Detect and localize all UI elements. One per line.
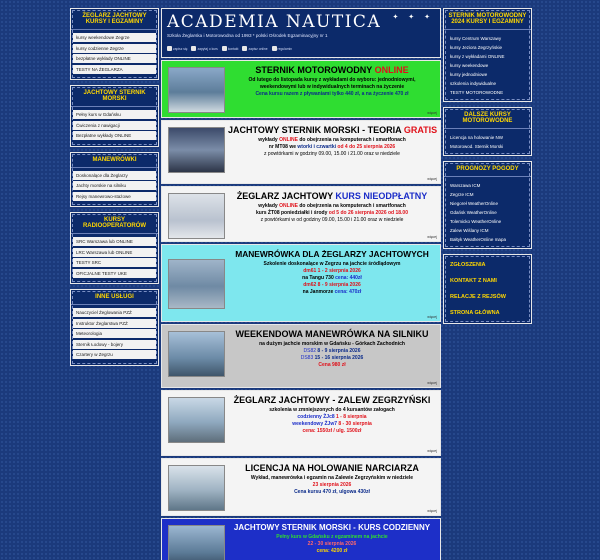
sidebar-item[interactable]: kursy weekendowe Zegrze bbox=[73, 33, 156, 42]
sidebar-item[interactable]: Gdańsk WeatherOnline bbox=[450, 210, 497, 215]
sidebar-item[interactable]: Meteorologia bbox=[73, 329, 156, 338]
panel-sternik-morski bbox=[70, 85, 159, 147]
sidebar-item[interactable]: Sternik Łodowy - bojery bbox=[73, 340, 156, 349]
ask-link[interactable]: zapytaj o kurs bbox=[191, 46, 217, 51]
sidebar-item[interactable]: Czartery w Zegrzu bbox=[73, 350, 156, 359]
sidebar-item[interactable]: Niegoreł WeatherOnline bbox=[450, 201, 498, 206]
link-relacje[interactable]: RELACJE Z REJSÓW bbox=[450, 294, 506, 300]
sidebar-item[interactable]: TESTY MOTOROWODNE bbox=[450, 90, 504, 95]
course-title: MANEWRÓWKA DLA ŻEGLARZY JACHTOWYCH bbox=[235, 249, 429, 259]
more-link[interactable]: więcej bbox=[427, 235, 437, 239]
panel-sternik-motorowodny bbox=[443, 8, 532, 102]
course-title: STERNIK MOTOROWODNY ONLINE bbox=[255, 65, 409, 75]
course-title: ŻEGLARZ JACHTOWY KURS NIEODPŁATNY bbox=[236, 191, 428, 201]
more-link[interactable]: więcej bbox=[427, 449, 437, 453]
right-sidebar bbox=[443, 8, 532, 329]
site-header bbox=[161, 8, 441, 58]
sidebar-item[interactable]: bezpłatne wykłady ONLINE bbox=[73, 54, 156, 63]
main-content bbox=[161, 8, 441, 560]
course-title: JACHTOWY STERNIK MORSKI - KURS CODZIENNY bbox=[233, 523, 431, 532]
panel-inne-uslugi bbox=[70, 289, 159, 366]
course-card-zeglarz-nieodplatny[interactable]: ŻEGLARZ JACHTOWY KURS NIEODPŁATNY wykłady ONLINE do obejrzenia na komputerach i smartfonach kurs ŻT08 poniedziałki i środy od 5 do 26 sierpnia 2026 od 18.00 z powtórkami w od godziny 09.00, 15.00 i 21.00 oraz w niedziele więcej bbox=[161, 186, 441, 242]
course-title: WEEKENDOWA MANEWRÓWKA NA SILNIKU bbox=[235, 329, 429, 339]
site-subtitle: Szkoła Żeglarska i Motorowodna od 1993 * polski Ośrodek Egzaminacyjny nr 1 bbox=[167, 33, 328, 38]
panel-manewrowki bbox=[70, 152, 159, 208]
site-title[interactable]: ACADEMIA NAUTICA bbox=[167, 12, 382, 32]
sidebar-item[interactable]: TESTY SRC bbox=[73, 258, 156, 267]
phone-icon bbox=[222, 46, 227, 51]
sidebar-item[interactable]: szkolenia indywidualne bbox=[450, 81, 497, 86]
panel-title: KURSY RADIOOPERATORÓW bbox=[71, 213, 158, 234]
header-icon-bar bbox=[167, 46, 292, 51]
course-photo bbox=[168, 331, 225, 377]
stars-decoration: ✦ ✦ ✦ bbox=[392, 14, 434, 21]
course-photo bbox=[168, 525, 225, 560]
document-icon bbox=[272, 46, 277, 51]
sidebar-item[interactable]: Motorowod. Sternik Morski bbox=[450, 144, 504, 149]
sidebar-item[interactable]: kursy Centrum Warszawy bbox=[450, 36, 502, 41]
course-card-manewrowka-zeglarzy[interactable]: MANEWRÓWKA DLA ŻEGLARZY JACHTOWYCH Szkolenie doskonalące w Zegrzu na jachcie śródlądowym dm61 1 - 2 sierpnia 2026 na Tangu 730 cena: 440zł dm62 8 - 9 sierpnia 2026 na Janmorze cena: 470zł więcej bbox=[161, 244, 441, 322]
envelope-icon bbox=[167, 46, 172, 51]
course-card-zeglarz-zalew[interactable]: ŻEGLARZ JACHTOWY - ZALEW ZEGRZYŃSKI szkolenia w zmniejszonych do 4 kursantów załogach codzienny ŻJc8 1 - 8 sierpnia weekendowy ŻJw7 8 - 30 sierpnia cena: 1550zł / ulg. 1500zł więcej bbox=[161, 390, 441, 456]
course-photo bbox=[168, 465, 225, 511]
signup-link[interactable]: zapisz się bbox=[167, 46, 187, 51]
sidebar-item[interactable]: Tolemicko WeatherOnline bbox=[450, 219, 502, 224]
sidebar-item[interactable]: kursy codzienne Zegrze bbox=[73, 44, 156, 53]
sidebar-item[interactable]: Warszawa ICM bbox=[450, 183, 481, 188]
sidebar-item[interactable]: kursy weekendowe bbox=[450, 63, 489, 68]
course-card-manewrowka-silnik[interactable]: WEEKENDOWA MANEWRÓWKA NA SILNIKU na dużym jachcie morskim w Gdańsku - Górkach Zachodnich DS82 8 - 9 sierpnia 2026 DS83 15 - 16 sierpnia 2026 Cena 980 zł więcej bbox=[161, 324, 441, 388]
link-zgloszenia[interactable]: ZGŁOSZENIA bbox=[450, 262, 486, 268]
more-link[interactable]: więcej bbox=[427, 381, 437, 385]
panel-radiooperatorzy bbox=[70, 212, 159, 284]
sidebar-item[interactable]: OFICJALNE TESTY UKE bbox=[73, 269, 156, 278]
course-photo bbox=[168, 67, 225, 113]
sidebar-item[interactable]: LRC Warszawa lub ONLINE bbox=[73, 248, 156, 257]
panel-prognozy-pogody bbox=[443, 161, 532, 249]
course-photo bbox=[168, 259, 225, 309]
course-card-sternik-codzienny[interactable]: JACHTOWY STERNIK MORSKI - KURS CODZIENNY Pełny kurs w Gdańsku z egzaminem na jachcie 22 - 30 sierpnia 2026 cena: 4200 zł bbox=[161, 518, 441, 560]
contact-link[interactable]: kontakt bbox=[222, 46, 239, 51]
panel-zeglarz bbox=[70, 8, 159, 80]
panel-title: STERNIK MOTOROWODNY 2024 KURSY I EGZAMINY bbox=[444, 9, 531, 30]
rules-link[interactable]: regulamin bbox=[272, 46, 292, 51]
course-photo bbox=[168, 193, 225, 239]
question-icon bbox=[191, 46, 196, 51]
panel-title: INNE USŁUGI bbox=[71, 290, 158, 305]
sidebar-item[interactable]: SRC Warszawa lub ONLINE bbox=[73, 237, 156, 246]
more-link[interactable]: więcej bbox=[427, 509, 437, 513]
sidebar-item[interactable]: Doskonalące dla Żeglarzy bbox=[73, 171, 156, 180]
course-card-sternik-morski-teoria[interactable]: JACHTOWY STERNIK MORSKI - TEORIA GRATIS wykłady ONLINE do obejrzenia na komputerach i smartfonach nr MT08 we wtorki i czwartki od 4 do 25 sierpnia 2026 z powtórkami w godziny 09.00, 15.00 i 21.00 oraz w niedziele więcej bbox=[161, 120, 441, 184]
more-link[interactable]: więcej bbox=[427, 111, 437, 115]
course-title: LICENCJA NA HOLOWANIE NARCIARZA bbox=[245, 463, 419, 473]
sidebar-item[interactable]: Instruktor Żeglarstwa PZŻ bbox=[73, 319, 156, 328]
sidebar-item[interactable]: Ćwiczenia z nawigacji bbox=[73, 121, 156, 130]
left-sidebar bbox=[70, 8, 159, 371]
panel-title: JACHTOWY STERNIK MORSKI bbox=[71, 86, 158, 107]
panel-dalsze-kursy bbox=[443, 107, 532, 156]
sidebar-item[interactable]: kursy z wykładami ONLINE bbox=[450, 54, 505, 59]
course-photo bbox=[168, 127, 225, 173]
course-title: ŻEGLARZ JACHTOWY - ZALEW ZEGRZYŃSKI bbox=[233, 395, 431, 405]
course-card-licencja-holowanie[interactable]: LICENCJA NA HOLOWANIE NARCIARZA Wykład, manewrówka i egzamin na Zalewie Zegrzyńskim w niedziele 23 sierpnia 2026 Cena kursu 470 zł, ulgowa 430zł więcej bbox=[161, 458, 441, 516]
link-strona-glowna[interactable]: STRONA GŁÓWNA bbox=[450, 310, 500, 316]
sidebar-item[interactable]: TESTY NA ŻEGLARZA bbox=[73, 65, 156, 74]
sidebar-item[interactable]: kursy Jeziora Zegrzyńskie bbox=[450, 45, 503, 50]
sidebar-item[interactable]: kursy jednodniowe bbox=[450, 72, 488, 77]
sidebar-item[interactable]: Bezpłatne wykłady ONLINE bbox=[73, 131, 156, 140]
online-link[interactable]: zapisz online bbox=[242, 46, 267, 51]
sidebar-item[interactable]: Zegrze ICM bbox=[450, 192, 474, 197]
sidebar-item[interactable]: Nauczyciel Żeglowania PZŻ bbox=[73, 308, 156, 317]
more-link[interactable]: więcej bbox=[427, 315, 437, 319]
sidebar-item[interactable]: Licencja na holowanie NW bbox=[450, 135, 504, 140]
sidebar-item[interactable]: Zalew Wiślany ICM bbox=[450, 228, 489, 233]
panel-title: MANEWRÓWKI bbox=[71, 153, 158, 168]
course-photo bbox=[168, 397, 225, 443]
link-kontakt[interactable]: KONTAKT Z NAMI bbox=[450, 278, 497, 284]
sidebar-item[interactable]: Pełny kurs w Gdańsku bbox=[73, 110, 156, 119]
panel-title: DALSZE KURSY MOTOROWODNE bbox=[444, 108, 531, 129]
sidebar-item[interactable]: Bałtyk WeatherOnline mapa bbox=[450, 237, 506, 242]
panel-links bbox=[443, 254, 532, 324]
sidebar-item[interactable]: Rejsy manewrowo-stażowe bbox=[73, 192, 156, 201]
computer-icon bbox=[242, 46, 247, 51]
course-card-sternik-motorowodny[interactable]: STERNIK MOTOROWODNY ONLINE Od lutego do listopada kursy z wykładami do wyboru: jednodniowymi, weekendowymi lub w indywidualnych terminach na życzenie Cena kursu razem z pływaniami tylko 440 zł, a na życzenie 470 zł więcej bbox=[161, 60, 441, 118]
more-link[interactable]: więcej bbox=[427, 177, 437, 181]
course-title: JACHTOWY STERNIK MORSKI - TEORIA GRATIS bbox=[228, 125, 438, 135]
panel-title: PROGNOZY POGODY bbox=[444, 162, 531, 177]
panel-title: ŻEGLARZ JACHTOWY KURSY I EGZAMINY bbox=[71, 9, 158, 30]
sidebar-item[interactable]: Jachty morskie na silniku bbox=[73, 181, 156, 190]
